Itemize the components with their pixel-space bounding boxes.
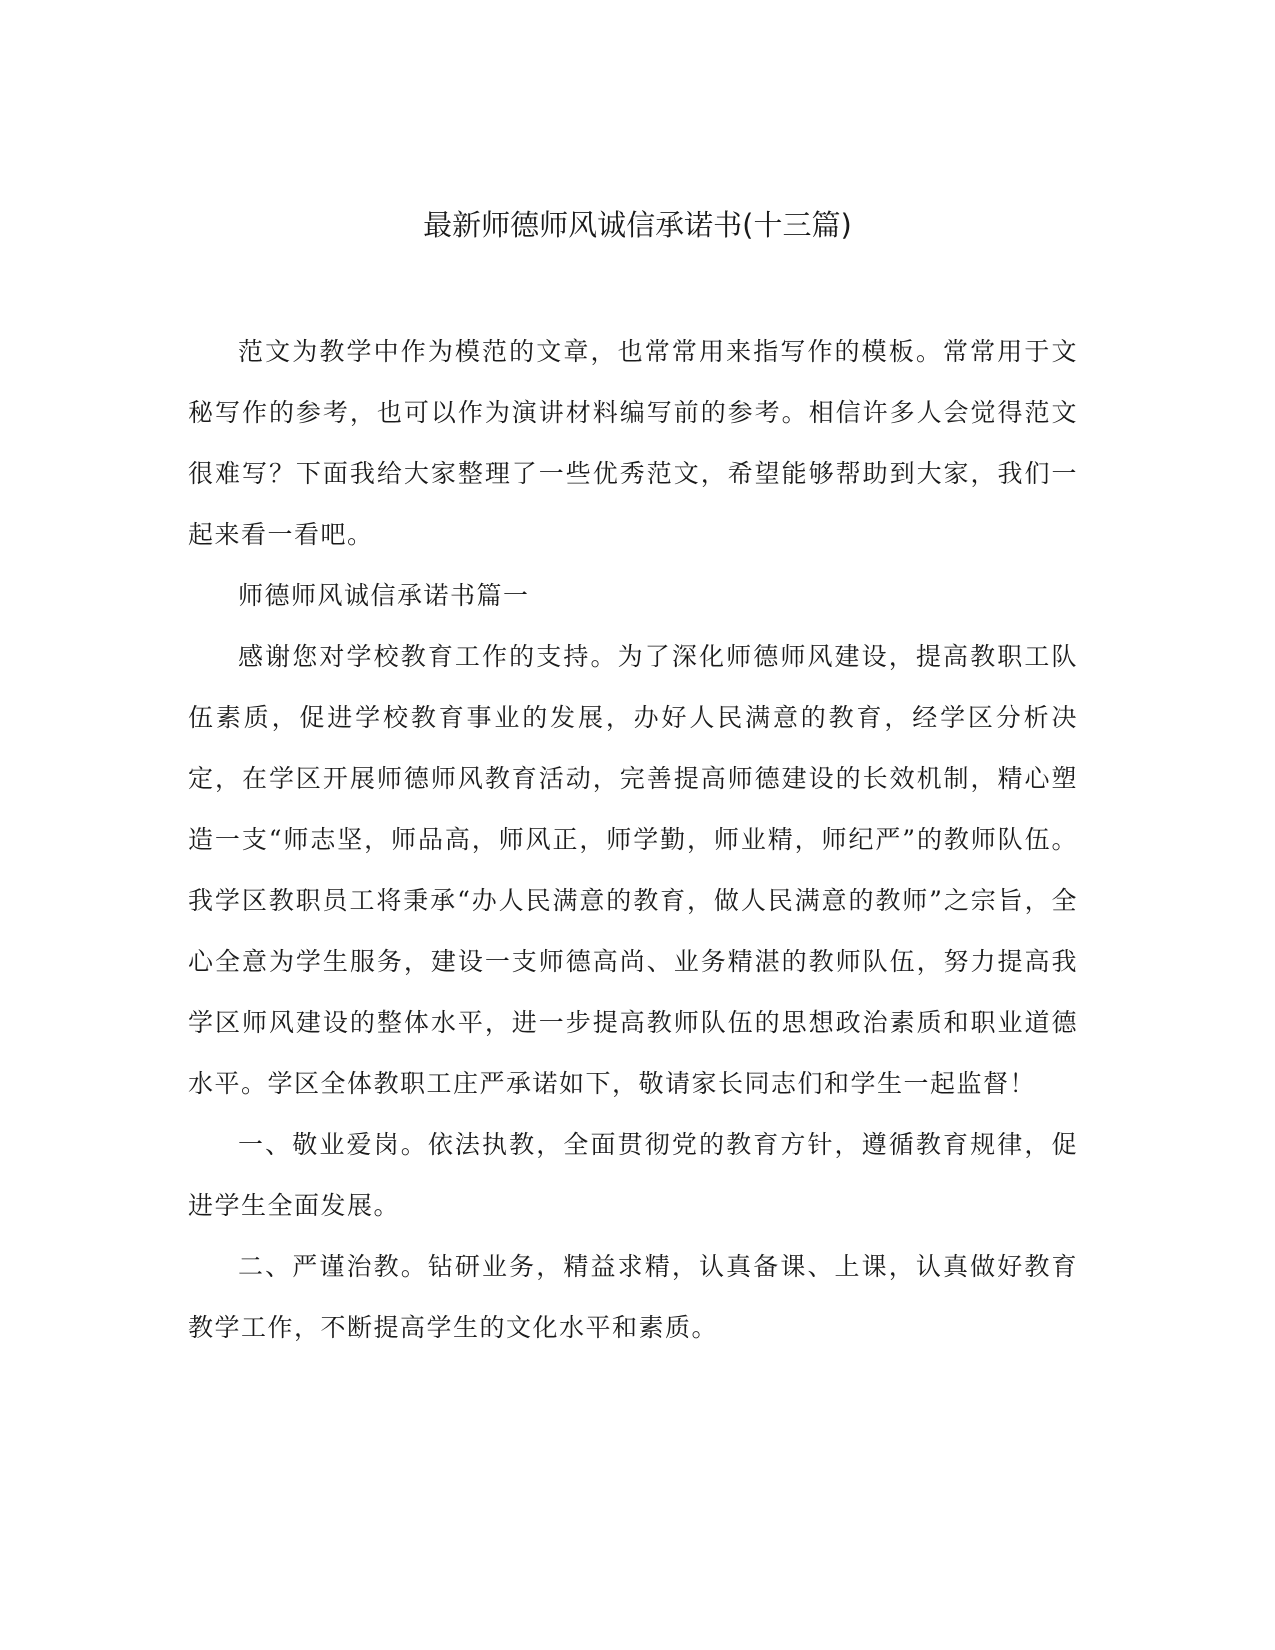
body-paragraph: 感谢您对学校教育工作的支持。为了深化师德师风建设，提高教职工队伍素质，促进学校教育事业的发展，办好人民满意的教育，经学区分析决定，在学区开展师德师风教育活动，完善提高师德建设的长效机制，精心塑造一支“师志坚，师品高，师风正，师学勤，师业精，师纪严”的教师队伍。我学区教职员工将秉承“办人民满意的教育，做人民满意的教师”之宗旨，全心全意为学生服务，建设一支师德高尚、业务精湛的教师队伍，努力提高我学区师风建设的整体水平，进一步提高教师队伍的思想政治素质和职业道德水平。学区全体教职工庄严承诺如下，敬请家长同志们和学生一起监督！ — [188, 642, 1078, 1098]
document-body — [188, 321, 1078, 1358]
intro-paragraph: 范文为教学中作为模范的文章，也常常用来指写作的模板。常常用于文秘写作的参考，也可以作为演讲材料编写前的参考。相信许多人会觉得范文很难写？下面我给大家整理了一些优秀范文，希望能够帮助到大家，我们一起来看一看吧。 — [188, 337, 1078, 549]
section-heading: 师德师风诚信承诺书篇一 — [238, 581, 530, 610]
list-item-1: 一、敬业爱岗。依法执教，全面贯彻党的教育方针，遵循教育规律，促进学生全面发展。 — [188, 1130, 1078, 1220]
document-title: 最新师德师风诚信承诺书(十三篇) — [423, 208, 852, 242]
list-item-2: 二、严谨治教。钻研业务，精益求精，认真备课、上课，认真做好教育教学工作，不断提高学生的文化水平和素质。 — [188, 1252, 1078, 1342]
